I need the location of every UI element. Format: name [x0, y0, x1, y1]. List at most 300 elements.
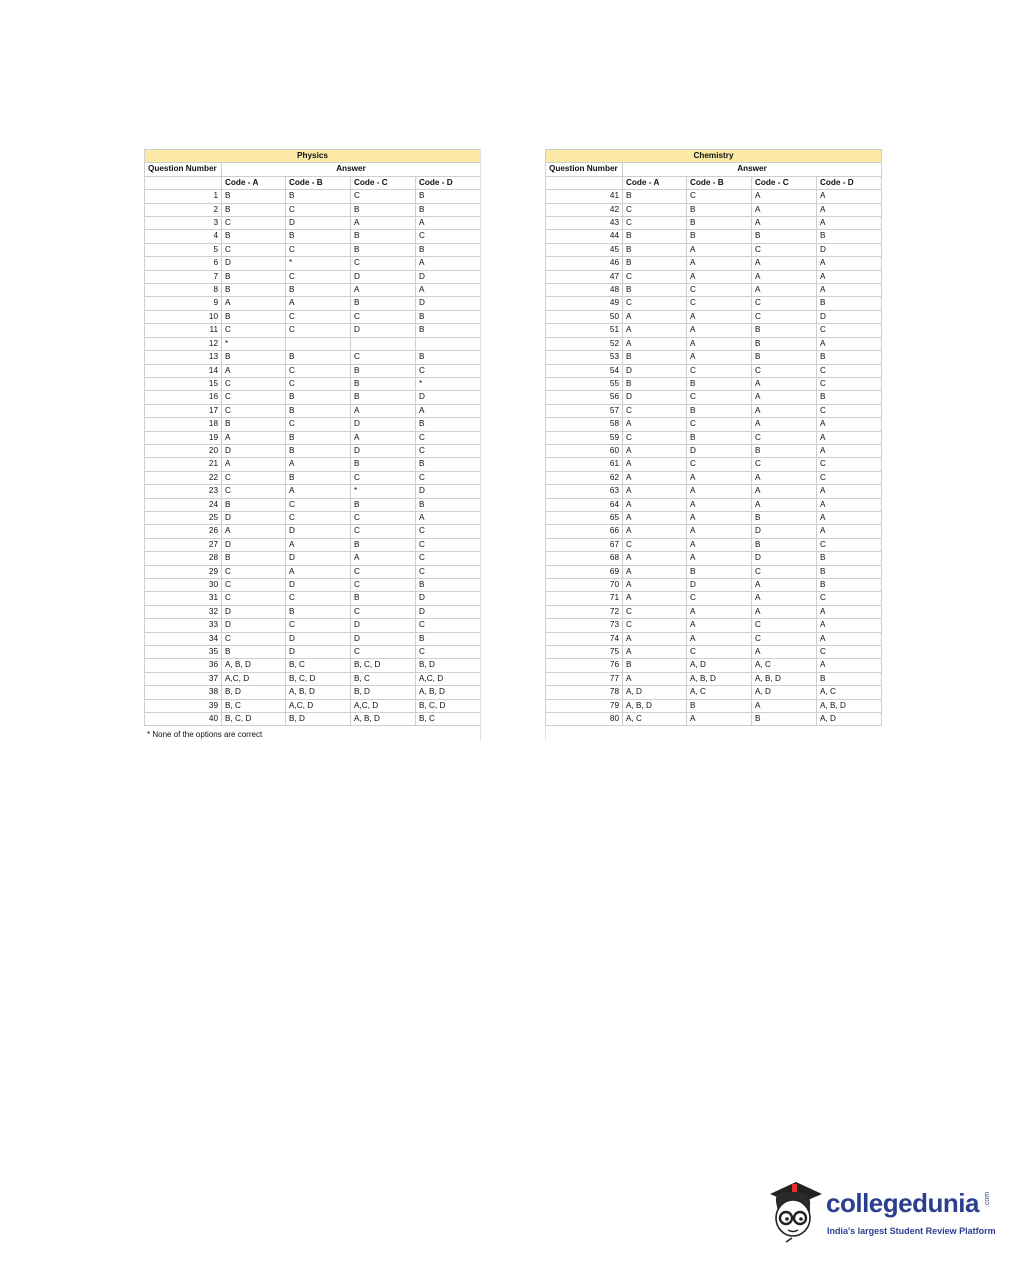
answer-cell: A, B, D — [687, 672, 752, 685]
question-number-cell: 70 — [546, 579, 623, 592]
question-number-cell: 73 — [546, 619, 623, 632]
answer-cell: A — [817, 444, 882, 457]
table-row — [546, 699, 882, 712]
answer-cell: A — [687, 632, 752, 645]
physics-question-header: Question Number — [145, 163, 222, 176]
answer-cell: D — [752, 552, 817, 565]
answer-cell: C — [286, 511, 351, 524]
answer-cell: A, D — [687, 659, 752, 672]
question-number-cell: 55 — [546, 377, 623, 390]
answer-cell: B — [752, 351, 817, 364]
question-number-cell: 16 — [145, 391, 222, 404]
answer-cell: A,C, D — [286, 699, 351, 712]
question-number-cell: 74 — [546, 632, 623, 645]
answer-cell: A, C — [817, 686, 882, 699]
table-row — [145, 659, 481, 672]
answer-cell: B — [222, 498, 286, 511]
table-row — [546, 190, 882, 203]
answer-cell: B — [351, 230, 416, 243]
answer-cell: A — [623, 672, 687, 685]
table-row — [546, 713, 882, 726]
answer-cell: C — [623, 297, 687, 310]
answer-cell: D — [416, 391, 481, 404]
question-number-cell: 9 — [145, 297, 222, 310]
answer-cell: B — [752, 538, 817, 551]
answer-cell: A, D — [623, 686, 687, 699]
answer-cell: C — [351, 511, 416, 524]
answer-cell: B, C, D — [286, 672, 351, 685]
answer-cell: B — [286, 190, 351, 203]
answer-cell: C — [351, 471, 416, 484]
question-number-cell: 42 — [546, 203, 623, 216]
answer-cell: D — [623, 364, 687, 377]
table-row — [546, 525, 882, 538]
answer-cell: B, C — [351, 672, 416, 685]
question-number-cell: 1 — [145, 190, 222, 203]
answer-cell: A, C — [752, 659, 817, 672]
answer-cell: C — [416, 619, 481, 632]
answer-cell: A — [687, 498, 752, 511]
answer-cell: A — [687, 605, 752, 618]
answer-cell: * — [222, 337, 286, 350]
answer-cell: C — [416, 565, 481, 578]
table-row — [546, 646, 882, 659]
answer-cell: C — [687, 284, 752, 297]
answer-cell: D — [286, 525, 351, 538]
answer-cell: C — [817, 324, 882, 337]
answer-cell: B — [817, 552, 882, 565]
table-row — [145, 203, 481, 216]
answer-cell: B — [222, 270, 286, 283]
answer-cell: A — [752, 646, 817, 659]
answer-cell: C — [416, 646, 481, 659]
table-row — [546, 257, 882, 270]
answer-cell: C — [623, 605, 687, 618]
answer-cell: C — [817, 404, 882, 417]
answer-cell: A — [752, 284, 817, 297]
table-row — [145, 337, 481, 350]
question-number-cell: 66 — [546, 525, 623, 538]
chemistry-question-header: Question Number — [546, 163, 623, 176]
physics-answer-header: Answer — [222, 163, 481, 176]
chemistry-code-c-header: Code - C — [752, 176, 817, 189]
table-row — [546, 351, 882, 364]
question-number-cell: 15 — [145, 377, 222, 390]
answer-cell: B — [351, 538, 416, 551]
table-row — [145, 485, 481, 498]
answer-cell: C — [752, 632, 817, 645]
answer-cell: C — [687, 592, 752, 605]
chemistry-code-a-header: Code - A — [623, 176, 687, 189]
answer-cell: D — [286, 579, 351, 592]
answer-cell: B — [416, 190, 481, 203]
table-row — [145, 565, 481, 578]
answer-cell: A — [817, 605, 882, 618]
table-row — [546, 485, 882, 498]
question-number-cell: 77 — [546, 672, 623, 685]
answer-cell: C — [817, 471, 882, 484]
answer-cell: B — [351, 377, 416, 390]
answer-cell: C — [752, 458, 817, 471]
table-row — [546, 217, 882, 230]
table-row — [546, 270, 882, 283]
answer-cell: A — [623, 485, 687, 498]
answer-cell: B — [416, 418, 481, 431]
answer-cell: D — [351, 270, 416, 283]
table-row — [145, 552, 481, 565]
answer-cell: B — [416, 324, 481, 337]
answer-cell: A — [752, 190, 817, 203]
answer-cell: C — [416, 471, 481, 484]
chemistry-title: Chemistry — [546, 150, 882, 163]
question-number-cell: 61 — [546, 458, 623, 471]
answer-cell: A — [416, 217, 481, 230]
answer-cell: A — [752, 257, 817, 270]
answer-cell: A — [752, 270, 817, 283]
question-number-cell: 8 — [145, 284, 222, 297]
answer-cell: C — [351, 605, 416, 618]
answer-cell: B — [752, 511, 817, 524]
answer-cell: A — [623, 552, 687, 565]
answer-cell: A — [623, 525, 687, 538]
table-row — [145, 351, 481, 364]
answer-cell: B — [817, 391, 882, 404]
chemistry-answer-header: Answer — [623, 163, 882, 176]
answer-cell: C — [286, 418, 351, 431]
answer-cell: B, D — [286, 713, 351, 726]
question-number-cell: 19 — [145, 431, 222, 444]
answer-cell: A — [817, 190, 882, 203]
question-number-cell: 37 — [145, 672, 222, 685]
question-number-cell: 71 — [546, 592, 623, 605]
answer-cell: A — [752, 699, 817, 712]
answer-cell: A — [623, 458, 687, 471]
answer-cell: A — [623, 310, 687, 323]
table-row — [546, 243, 882, 256]
answer-cell: A — [623, 592, 687, 605]
question-number-cell: 57 — [546, 404, 623, 417]
question-number-cell: 43 — [546, 217, 623, 230]
table-row — [145, 310, 481, 323]
answer-cell: C — [687, 418, 752, 431]
answer-cell: C — [623, 431, 687, 444]
answer-cell: A — [817, 632, 882, 645]
answer-cell: A, B, D — [286, 686, 351, 699]
question-number-cell: 62 — [546, 471, 623, 484]
collegedunia-logo — [766, 1178, 996, 1248]
answer-cell: A — [351, 217, 416, 230]
physics-title: Physics — [145, 150, 481, 163]
answer-cell: B — [623, 230, 687, 243]
table-row — [546, 444, 882, 457]
answer-cell: B — [286, 404, 351, 417]
answer-cell: B — [286, 391, 351, 404]
answer-cell — [351, 337, 416, 350]
question-number-cell: 20 — [145, 444, 222, 457]
answer-cell: A — [817, 217, 882, 230]
answer-cell: A, B, D — [416, 686, 481, 699]
question-number-cell: 18 — [145, 418, 222, 431]
question-number-cell: 68 — [546, 552, 623, 565]
answer-cell: C — [286, 270, 351, 283]
table-row — [546, 471, 882, 484]
answer-cell: A,C, D — [222, 672, 286, 685]
answer-cell: A — [687, 337, 752, 350]
answer-cell: C — [286, 243, 351, 256]
question-number-cell: 10 — [145, 310, 222, 323]
answer-cell: A — [286, 538, 351, 551]
answer-cell: A — [416, 511, 481, 524]
table-row — [145, 672, 481, 685]
footnote: * None of the options are correct — [147, 730, 263, 739]
question-number-cell: 2 — [145, 203, 222, 216]
answer-cell: C — [752, 565, 817, 578]
answer-cell: B — [687, 217, 752, 230]
answer-cell: A,C, D — [351, 699, 416, 712]
answer-cell: * — [351, 485, 416, 498]
question-number-cell: 40 — [145, 713, 222, 726]
answer-cell: D — [416, 297, 481, 310]
answer-cell: A — [623, 579, 687, 592]
answer-cell: D — [351, 418, 416, 431]
answer-cell: B — [752, 444, 817, 457]
table-row — [145, 391, 481, 404]
answer-cell: A — [817, 284, 882, 297]
answer-cell: C — [351, 310, 416, 323]
answer-cell: C — [222, 404, 286, 417]
answer-cell: A — [687, 552, 752, 565]
physics-blank-header — [145, 176, 222, 189]
question-number-cell: 60 — [546, 444, 623, 457]
answer-cell: D — [351, 632, 416, 645]
question-number-cell: 44 — [546, 230, 623, 243]
table-row — [546, 592, 882, 605]
table-row — [145, 511, 481, 524]
question-number-cell: 5 — [145, 243, 222, 256]
answer-cell: C — [286, 592, 351, 605]
answer-cell: D — [416, 605, 481, 618]
answer-cell: A — [222, 525, 286, 538]
answer-cell: B — [687, 230, 752, 243]
answer-cell: B — [286, 444, 351, 457]
table-row — [145, 257, 481, 270]
answer-cell: D — [416, 270, 481, 283]
answer-cell: A — [687, 257, 752, 270]
answer-cell: B — [623, 257, 687, 270]
answer-cell: B — [351, 592, 416, 605]
answer-cell: A — [752, 498, 817, 511]
answer-cell: A — [752, 605, 817, 618]
table-row — [145, 498, 481, 511]
question-number-cell: 7 — [145, 270, 222, 283]
answer-cell: A — [817, 619, 882, 632]
table-row — [145, 364, 481, 377]
answer-cell: B — [752, 713, 817, 726]
answer-cell: A — [752, 418, 817, 431]
question-number-cell: 14 — [145, 364, 222, 377]
answer-cell: C — [286, 203, 351, 216]
answer-cell: A — [817, 418, 882, 431]
question-number-cell: 28 — [145, 552, 222, 565]
question-number-cell: 48 — [546, 284, 623, 297]
answer-cell: B — [817, 351, 882, 364]
answer-cell: C — [351, 565, 416, 578]
answer-cell: B — [351, 203, 416, 216]
answer-cell: C — [222, 324, 286, 337]
question-number-cell: 46 — [546, 257, 623, 270]
answer-cell: C — [817, 646, 882, 659]
question-number-cell: 4 — [145, 230, 222, 243]
physics-code-b-header: Code - B — [286, 176, 351, 189]
answer-cell: B — [222, 284, 286, 297]
answer-cell: C — [817, 377, 882, 390]
table-row — [546, 364, 882, 377]
answer-cell: A — [687, 270, 752, 283]
answer-cell: B — [416, 458, 481, 471]
answer-cell: A — [416, 284, 481, 297]
table-row — [145, 686, 481, 699]
answer-cell: A, B, D — [623, 699, 687, 712]
table-row — [546, 498, 882, 511]
answer-cell: C — [351, 646, 416, 659]
answer-cell: A — [752, 485, 817, 498]
question-number-cell: 34 — [145, 632, 222, 645]
question-number-cell: 53 — [546, 351, 623, 364]
answer-cell: C — [222, 565, 286, 578]
answer-cell: B, C — [222, 699, 286, 712]
answer-cell: B — [687, 699, 752, 712]
answer-cell: B — [351, 243, 416, 256]
answer-cell: A — [623, 418, 687, 431]
table-row — [546, 203, 882, 216]
answer-cell: B — [416, 498, 481, 511]
answer-cell: A — [286, 297, 351, 310]
answer-cell: C — [222, 592, 286, 605]
table-row — [145, 230, 481, 243]
answer-cell: C — [286, 377, 351, 390]
question-number-cell: 67 — [546, 538, 623, 551]
table-row — [145, 377, 481, 390]
question-number-cell: 39 — [145, 699, 222, 712]
answer-cell: C — [687, 458, 752, 471]
table-row — [546, 418, 882, 431]
answer-cell: C — [416, 552, 481, 565]
answer-cell: A — [817, 511, 882, 524]
answer-cell: A — [752, 579, 817, 592]
answer-cell: B — [286, 471, 351, 484]
answer-cell: B — [416, 351, 481, 364]
answer-cell: B — [351, 458, 416, 471]
answer-cell: C — [222, 579, 286, 592]
answer-cell: A — [222, 458, 286, 471]
answer-cell: C — [623, 404, 687, 417]
answer-cell: D — [286, 632, 351, 645]
table-row — [145, 418, 481, 431]
answer-cell: A, C — [623, 713, 687, 726]
answer-cell: C — [623, 538, 687, 551]
question-number-cell: 58 — [546, 418, 623, 431]
table-row — [145, 297, 481, 310]
answer-cell: A — [623, 511, 687, 524]
answer-cell: B, D — [222, 686, 286, 699]
answer-cell: B — [222, 351, 286, 364]
answer-cell: A — [687, 471, 752, 484]
answer-cell: C — [416, 431, 481, 444]
question-number-cell: 72 — [546, 605, 623, 618]
answer-cell: C — [623, 217, 687, 230]
answer-cell: C — [687, 391, 752, 404]
question-number-cell: 65 — [546, 511, 623, 524]
chemistry-code-b-header: Code - B — [687, 176, 752, 189]
answer-cell: C — [623, 619, 687, 632]
answer-cell: B — [817, 565, 882, 578]
question-number-cell: 50 — [546, 310, 623, 323]
column-divider — [480, 149, 546, 741]
table-row — [546, 458, 882, 471]
question-number-cell: 11 — [145, 324, 222, 337]
answer-cell: D — [222, 257, 286, 270]
answer-cell: A — [623, 498, 687, 511]
answer-cell: B, C, D — [222, 713, 286, 726]
answer-cell: A — [222, 297, 286, 310]
physics-rows — [145, 190, 481, 726]
question-number-cell: 32 — [145, 605, 222, 618]
answer-cell: A — [687, 525, 752, 538]
chemistry-code-d-header: Code - D — [817, 176, 882, 189]
answer-cell: B — [623, 190, 687, 203]
table-row — [546, 297, 882, 310]
answer-cell: C — [222, 632, 286, 645]
table-row — [145, 431, 481, 444]
answer-cell: B — [623, 284, 687, 297]
answer-cell: D — [623, 391, 687, 404]
table-row — [546, 538, 882, 551]
table-row — [145, 713, 481, 726]
answer-cell: B — [351, 391, 416, 404]
answer-cell — [286, 337, 351, 350]
answer-cell: A — [752, 203, 817, 216]
answer-cell: B — [351, 297, 416, 310]
answer-cell: A — [623, 324, 687, 337]
table-row — [145, 284, 481, 297]
answer-cell: C — [351, 351, 416, 364]
answer-cell: D — [817, 310, 882, 323]
answer-cell: C — [351, 579, 416, 592]
question-number-cell: 29 — [145, 565, 222, 578]
answer-cell: B — [752, 337, 817, 350]
question-number-cell: 6 — [145, 257, 222, 270]
answer-cell: A — [416, 404, 481, 417]
table-row — [145, 458, 481, 471]
question-number-cell: 12 — [145, 337, 222, 350]
answer-cell: B — [817, 672, 882, 685]
answer-cell: B — [623, 659, 687, 672]
question-number-cell: 25 — [145, 511, 222, 524]
table-row — [546, 324, 882, 337]
answer-cell: C — [817, 592, 882, 605]
answer-cell: A — [351, 431, 416, 444]
answer-cell: D — [222, 538, 286, 551]
answer-cell: B — [222, 310, 286, 323]
question-number-cell: 52 — [546, 337, 623, 350]
table-row — [546, 337, 882, 350]
table-row — [546, 377, 882, 390]
answer-cell: A, B, D — [817, 699, 882, 712]
question-number-cell: 41 — [546, 190, 623, 203]
answer-cell: B — [687, 404, 752, 417]
answer-cell: A — [752, 217, 817, 230]
answer-cell: C — [222, 391, 286, 404]
